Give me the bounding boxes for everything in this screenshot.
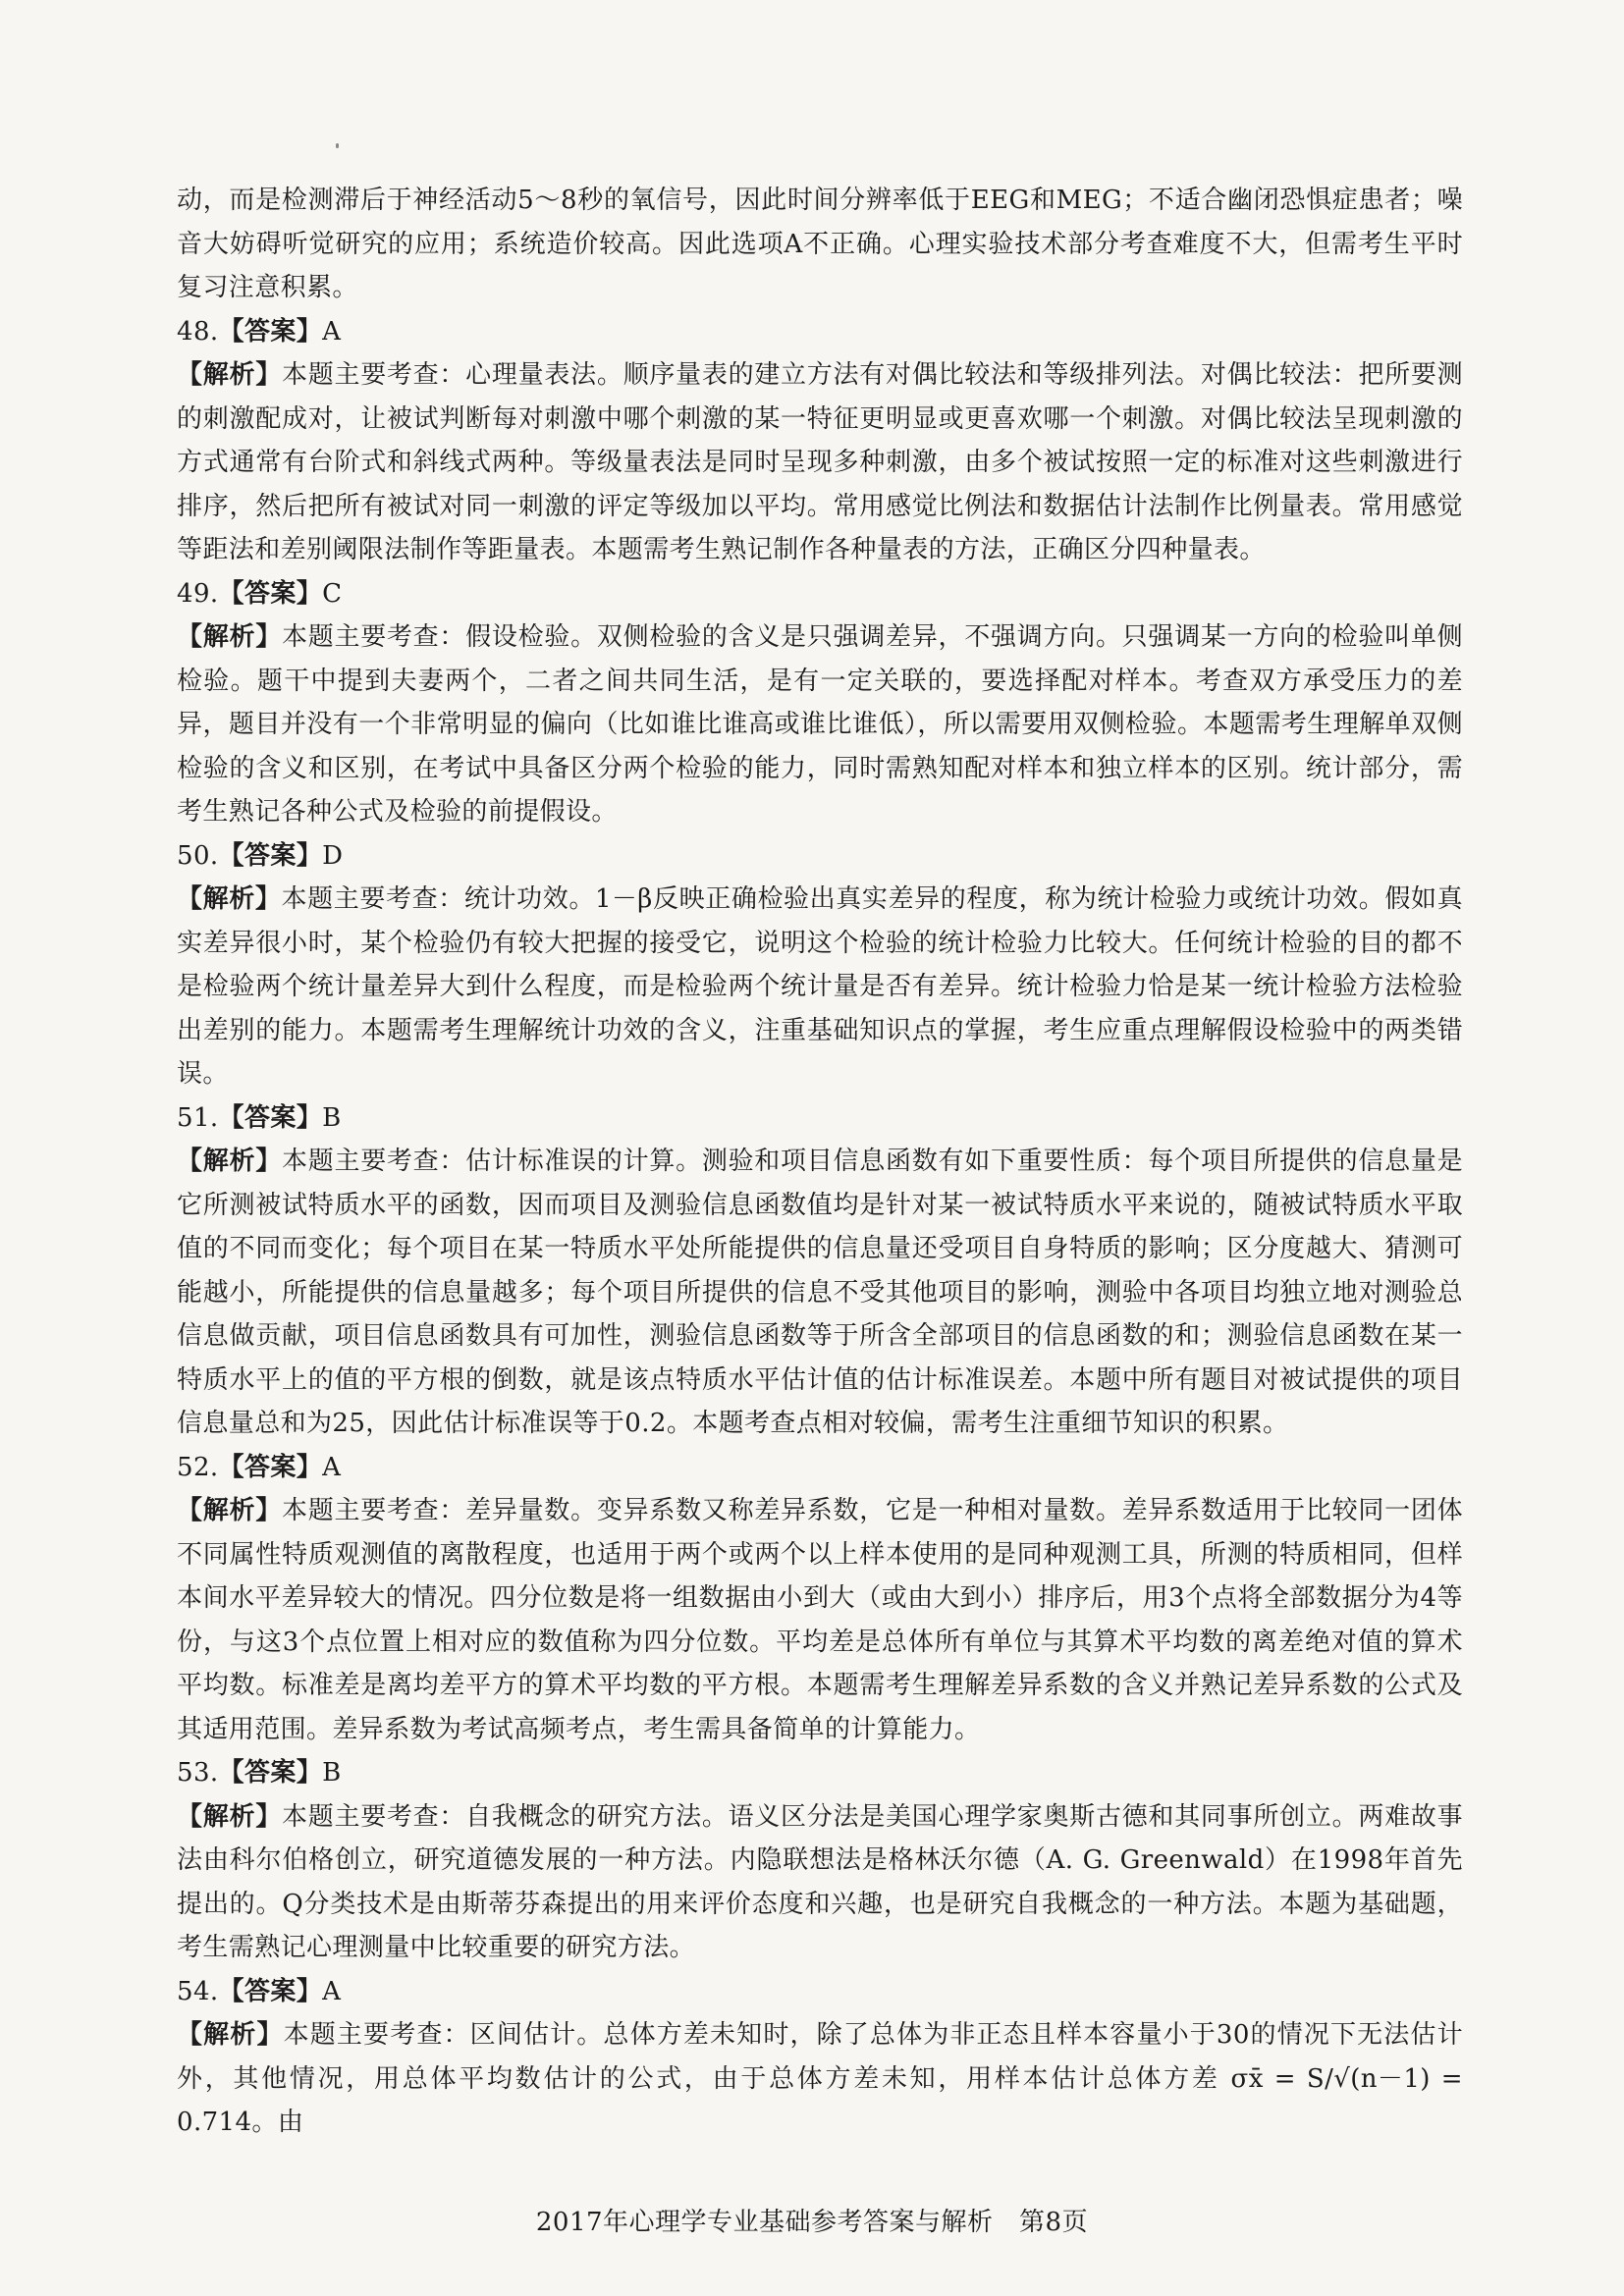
analysis-paragraph: [177, 1140, 1463, 1446]
analysis-tag: 【解析】: [177, 622, 282, 652]
answer-line: [177, 1446, 1463, 1490]
question-51: [177, 1096, 1463, 1446]
answer-line: [177, 572, 1463, 616]
analysis-tag: 【解析】: [177, 360, 282, 390]
intro-paragraph: 动，而是检测滞后于神经活动5～8秒的氧信号，因此时间分辨率低于EEG和MEG；不适合幽闭恐惧症患者；噪音大妨碍听觉研究的应用；系统造价较高。因此选项A不正确。心理实验技术部分考查难度不大，但需考生平时复习注意积累。: [177, 186, 1463, 302]
answer-tag: 【答案】: [218, 1452, 323, 1482]
question-number: 48.: [177, 316, 219, 347]
analysis-paragraph: [177, 878, 1463, 1096]
analysis-text: 本题主要考查：差异量数。变异系数又称差异系数，它是一种相对量数。差异系数适用于比较同一团体不同属性特质观测值的离散程度，也适用于两个或两个以上样本使用的是同种观测工具，所测的特质相同，但样本间水平差异较大的情况。四分位数是将一组数据由小到大（或由大到小）排序后，用3个点将全部数据分为4等份，与这3个点位置上相对应的数值称为四分位数。平均差是总体所有单位与其算术平均数的离差绝对值的算术平均数。标准差是离均差平方的算术平均数的平方根。本题需考生理解差异系数的含义并熟记差异系数的公式及其适用范围。差异系数为考试高频考点，考生需具备简单的计算能力。: [177, 1496, 1463, 1744]
answer-line: [177, 834, 1463, 879]
answer-tag: 【答案】: [218, 1102, 323, 1133]
analysis-text: 本题主要考查：区间估计。总体方差未知时，除了总体为非正态且样本容量小于30的情况下无法估计外，其他情况，用总体平均数估计的公式，由于总体方差未知，用样本估计总体方差 σx̄ = S/√(n－1) = 0.714。由: [177, 2020, 1463, 2137]
answer-tag: 【答案】: [218, 316, 323, 347]
analysis-paragraph: [177, 1795, 1463, 1970]
analysis-paragraph: [177, 353, 1463, 572]
analysis-text: 本题主要考查：假设检验。双侧检验的含义是只强调差异，不强调方向。只强调某一方向的检验叫单侧检验。题干中提到夫妻两个，二者之间共同生活，是有一定关联的，要选择配对样本。考查双方承受压力的差异，题目并没有一个非常明显的偏向（比如谁比谁高或谁比谁低），所以需要用双侧检验。本题需考生理解单双侧检验的含义和区别，在考试中具备区分两个检验的能力，同时需熟知配对样本和独立样本的区别。统计部分，需考生熟记各种公式及检验的前提假设。: [177, 622, 1463, 827]
analysis-paragraph: [177, 2013, 1463, 2145]
scan-speck: [336, 143, 339, 148]
question-50: [177, 834, 1463, 1096]
analysis-paragraph: [177, 1489, 1463, 1751]
analysis-tag: 【解析】: [177, 1147, 282, 1176]
question-number: 51.: [177, 1102, 219, 1133]
answer-value: C: [322, 578, 343, 609]
question-53: [177, 1751, 1463, 1970]
analysis-tag: 【解析】: [177, 1496, 282, 1525]
answer-tag: 【答案】: [218, 1976, 323, 2006]
question-number: 50.: [177, 840, 219, 871]
question-number: 53.: [177, 1758, 219, 1788]
answer-value: B: [322, 1758, 342, 1788]
answer-tag: 【答案】: [218, 578, 323, 609]
answer-line: [177, 1096, 1463, 1141]
answer-line: [177, 1751, 1463, 1795]
question-48: [177, 310, 1463, 572]
answer-value: B: [322, 1102, 342, 1133]
analysis-tag: 【解析】: [177, 884, 282, 914]
analysis-paragraph: [177, 615, 1463, 834]
analysis-text: 本题主要考查：心理量表法。顺序量表的建立方法有对偶比较法和等级排列法。对偶比较法：把所要测的刺激配成对，让被试判断每对刺激中哪个刺激的某一特征更明显或更喜欢哪一个刺激。对偶比较法呈现刺激的方式通常有台阶式和斜线式两种。等级量表法是同时呈现多种刺激，由多个被试按照一定的标准对这些刺激进行排序，然后把所有被试对同一刺激的评定等级加以平均。常用感觉比例法和数据估计法制作比例量表。常用感觉等距法和差别阈限法制作等距量表。本题需考生熟记制作各种量表的方法，正确区分四种量表。: [177, 360, 1463, 564]
question-49: [177, 572, 1463, 834]
answer-value: A: [322, 1976, 342, 2006]
question-54: [177, 1970, 1463, 2145]
question-number: 52.: [177, 1452, 219, 1482]
analysis-text: 本题主要考查：自我概念的研究方法。语义区分法是美国心理学家奥斯古德和其同事所创立。两难故事法由科尔伯格创立，研究道德发展的一种方法。内隐联想法是格林沃尔德（A. G. Greenwald）在1998年首先提出的。Q分类技术是由斯蒂芬森提出的用来评价态度和兴趣，也是研究自我概念的一种方法。本题为基础题，考生需熟记心理测量中比较重要的研究方法。: [177, 1801, 1464, 1962]
analysis-tag: 【解析】: [177, 2020, 284, 2050]
answer-value: A: [322, 1452, 342, 1482]
answer-line: [177, 310, 1463, 354]
analysis-tag: 【解析】: [177, 1801, 282, 1832]
question-number: 54.: [177, 1976, 219, 2006]
answer-value: A: [322, 316, 342, 347]
question-52: [177, 1446, 1463, 1752]
page-body: [177, 179, 1463, 2145]
answer-tag: 【答案】: [218, 1758, 323, 1788]
page-footer: 2017年心理学专业基础参考答案与解析 第8页: [535, 2208, 1089, 2237]
analysis-text: 本题主要考查：估计标准误的计算。测验和项目信息函数有如下重要性质：每个项目所提供的信息量是它所测被试特质水平的函数，因而项目及测验信息函数值均是针对某一被试特质水平来说的，随被试特质水平取值的不同而变化；每个项目在某一特质水平处所能提供的信息量还受项目自身特质的影响；区分度越大、猜测可能越小，所能提供的信息量越多；每个项目所提供的信息不受其他项目的影响，测验中各项目均独立地对测验总信息做贡献，项目信息函数具有可加性，测验信息函数等于所含全部项目的信息函数的和；测验信息函数在某一特质水平上的值的平方根的倒数，就是该点特质水平估计值的估计标准误差。本题中所有题目对被试提供的项目信息量总和为25，因此估计标准误等于0.2。本题考查点相对较偏，需考生注重细节知识的积累。: [177, 1147, 1463, 1438]
answer-line: [177, 1970, 1463, 2014]
question-number: 49.: [177, 578, 219, 609]
answer-value: D: [322, 840, 344, 871]
answer-tag: 【答案】: [218, 840, 323, 871]
analysis-text: 本题主要考查：统计功效。1－β反映正确检验出真实差异的程度，称为统计检验力或统计功效。假如真实差异很小时，某个检验仍有较大把握的接受它，说明这个检验的统计检验力比较大。任何统计检验的目的都不是检验两个统计量差异大到什么程度，而是检验两个统计量是否有差异。统计检验力恰是某一统计检验方法检验出差别的能力。本题需考生理解统计功效的含义，注重基础知识点的掌握，考生应重点理解假设检验中的两类错误。: [177, 884, 1463, 1089]
